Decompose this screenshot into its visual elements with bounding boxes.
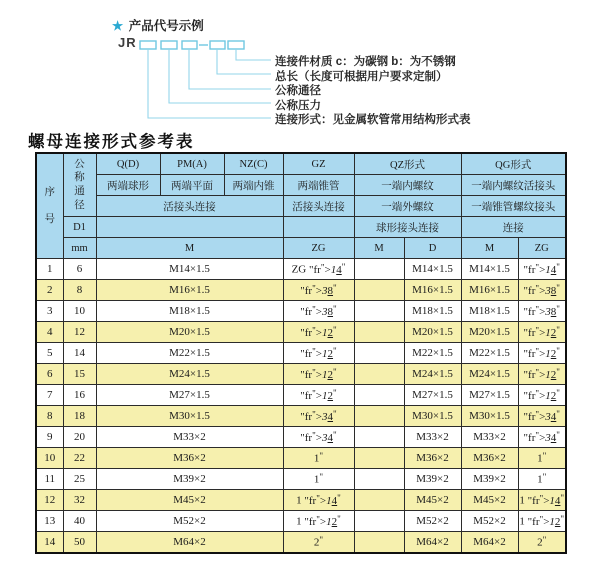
table-body: [36, 259, 566, 554]
table-row: [36, 322, 566, 343]
table-cell: M45×2: [404, 490, 461, 511]
header-row: [36, 196, 566, 217]
table-cell: M16×1.5: [461, 280, 518, 301]
table-cell: 22: [63, 448, 96, 469]
diagram-title-text: 产品代号示例: [128, 19, 204, 33]
table-cell: "fr">38": [518, 301, 566, 322]
table-row: [36, 385, 566, 406]
table-cell: "fr">12": [518, 385, 566, 406]
table-cell: 50: [63, 532, 96, 554]
table-cell: [354, 532, 404, 554]
table-cell: 2": [283, 532, 354, 554]
code-label-connection-form: 连接形式：见金属软管常用结构形式表: [275, 114, 471, 126]
table-cell: [354, 406, 404, 427]
table-cell: "fr">34": [518, 427, 566, 448]
table-cell: 1": [518, 448, 566, 469]
table-cell: [354, 343, 404, 364]
header-cell: ZG: [518, 238, 566, 259]
header-cell: 一端锥管螺纹接头: [461, 196, 566, 217]
table-cell: M52×2: [404, 511, 461, 532]
table-cell: 12: [36, 490, 63, 511]
header-cell: QZ形式: [354, 153, 461, 175]
table-cell: M52×2: [96, 511, 283, 532]
table-cell: M45×2: [461, 490, 518, 511]
table-cell: "fr">34": [283, 406, 354, 427]
header-cell: M: [461, 238, 518, 259]
table-cell: 1": [283, 469, 354, 490]
header-cell: 一端内螺纹活接头: [461, 175, 566, 196]
table-cell: 8: [36, 406, 63, 427]
table-cell: [354, 490, 404, 511]
table-cell: "fr">34": [283, 427, 354, 448]
table-cell: M39×2: [96, 469, 283, 490]
code-label-length: 总长（长度可根据用户要求定制）: [275, 71, 448, 83]
table-cell: 32: [63, 490, 96, 511]
table-cell: 40: [63, 511, 96, 532]
table-cell: 11: [36, 469, 63, 490]
table-cell: M24×1.5: [404, 364, 461, 385]
table-row: [36, 343, 566, 364]
header-cell: 一端内螺纹: [354, 175, 461, 196]
table-cell: 1 "fr">14": [283, 490, 354, 511]
header-cell: [96, 217, 283, 238]
table-cell: 8: [63, 280, 96, 301]
table-cell: M18×1.5: [96, 301, 283, 322]
table-cell: 18: [63, 406, 96, 427]
table-row: [36, 469, 566, 490]
table-cell: "fr">38": [283, 301, 354, 322]
table-cell: M45×2: [96, 490, 283, 511]
table-cell: [354, 322, 404, 343]
table-cell: [354, 448, 404, 469]
diagram-title: [112, 16, 204, 34]
table-cell: 2: [36, 280, 63, 301]
table-cell: M39×2: [461, 469, 518, 490]
table-cell: 1: [36, 259, 63, 280]
table-cell: ZG "fr">14": [283, 259, 354, 280]
header-cell: [283, 217, 354, 238]
table-cell: M30×1.5: [96, 406, 283, 427]
table-cell: M24×1.5: [96, 364, 283, 385]
table-cell: M16×1.5: [404, 280, 461, 301]
table-cell: [354, 301, 404, 322]
table-row: [36, 532, 566, 554]
table-cell: 7: [36, 385, 63, 406]
table-cell: M39×2: [404, 469, 461, 490]
table-cell: [354, 469, 404, 490]
header-cell: 两端锥管: [283, 175, 354, 196]
table-cell: M27×1.5: [404, 385, 461, 406]
table-cell: "fr">12": [283, 364, 354, 385]
nut-connection-reference-table: [35, 152, 567, 554]
table-cell: M33×2: [404, 427, 461, 448]
table-cell: M24×1.5: [461, 364, 518, 385]
star-icon: ★: [112, 19, 124, 33]
table-cell: [354, 280, 404, 301]
header-cell: Q(D): [96, 153, 160, 175]
table-cell: [354, 511, 404, 532]
table-cell: M33×2: [461, 427, 518, 448]
header-cell: mm: [63, 238, 96, 259]
code-label-nominal-diameter: 公称通径: [275, 85, 321, 97]
table-cell: M52×2: [461, 511, 518, 532]
table-cell: "fr">14": [518, 259, 566, 280]
code-label-nominal-pressure: 公称压力: [275, 100, 321, 112]
table-cell: 14: [63, 343, 96, 364]
header-cell: 公 称 通 径: [63, 153, 96, 217]
header-cell: 两端平面: [160, 175, 224, 196]
code-box-4: [210, 41, 225, 49]
table-cell: 1": [518, 469, 566, 490]
table-cell: M36×2: [461, 448, 518, 469]
table-cell: 2": [518, 532, 566, 554]
code-box-5: [228, 41, 244, 49]
header-cell: 一端外螺纹: [354, 196, 461, 217]
table-row: [36, 427, 566, 448]
table-row: [36, 448, 566, 469]
table-cell: 9: [36, 427, 63, 448]
table-cell: M27×1.5: [96, 385, 283, 406]
table-cell: [354, 364, 404, 385]
table-cell: M64×2: [404, 532, 461, 554]
table-header: [36, 153, 566, 259]
header-row: [36, 175, 566, 196]
table-row: [36, 364, 566, 385]
header-cell: D1: [63, 217, 96, 238]
table-cell: "fr">38": [283, 280, 354, 301]
header-cell: QG形式: [461, 153, 566, 175]
table-cell: "fr">12": [283, 385, 354, 406]
table-cell: M22×1.5: [404, 343, 461, 364]
table-cell: M14×1.5: [461, 259, 518, 280]
table-cell: 3: [36, 301, 63, 322]
header-cell: PM(A): [160, 153, 224, 175]
table-cell: M18×1.5: [461, 301, 518, 322]
table-cell: "fr">34": [518, 406, 566, 427]
header-cell: 连接: [461, 217, 566, 238]
table-cell: 13: [36, 511, 63, 532]
table-cell: M30×1.5: [404, 406, 461, 427]
table-cell: 10: [36, 448, 63, 469]
header-cell: 序 号: [36, 153, 63, 259]
table-cell: [354, 259, 404, 280]
table-cell: M18×1.5: [404, 301, 461, 322]
table-cell: 1": [283, 448, 354, 469]
table-cell: M22×1.5: [96, 343, 283, 364]
header-row: [36, 217, 566, 238]
table-cell: 6: [63, 259, 96, 280]
table-cell: M27×1.5: [461, 385, 518, 406]
header-cell: M: [354, 238, 404, 259]
table-cell: M33×2: [96, 427, 283, 448]
table-cell: M20×1.5: [461, 322, 518, 343]
code-box-2: [161, 41, 177, 49]
table-cell: M20×1.5: [404, 322, 461, 343]
table-cell: 12: [63, 322, 96, 343]
table-cell: M36×2: [96, 448, 283, 469]
table-cell: "fr">12": [283, 343, 354, 364]
header-cell: GZ: [283, 153, 354, 175]
product-code-prefix: JR: [118, 35, 137, 50]
code-box-3: [182, 41, 197, 49]
table-cell: M14×1.5: [96, 259, 283, 280]
code-label-material: 连接件材质 c：为碳钢 b：为不锈钢: [275, 56, 456, 68]
header-cell: 球形接头连接: [354, 217, 461, 238]
table-cell: M20×1.5: [96, 322, 283, 343]
table-cell: 1 "fr">12": [283, 511, 354, 532]
table-row: [36, 406, 566, 427]
table-cell: 5: [36, 343, 63, 364]
header-row: [36, 153, 566, 175]
table-row: [36, 301, 566, 322]
table-cell: 15: [63, 364, 96, 385]
table-cell: 20: [63, 427, 96, 448]
table-cell: 10: [63, 301, 96, 322]
table-cell: M64×2: [96, 532, 283, 554]
table-row: [36, 511, 566, 532]
table-cell: 25: [63, 469, 96, 490]
table-row: [36, 280, 566, 301]
header-cell: 活接头连接: [283, 196, 354, 217]
header-row: [36, 238, 566, 259]
table-cell: 6: [36, 364, 63, 385]
header-cell: D: [404, 238, 461, 259]
table-cell: "fr">12": [283, 322, 354, 343]
table-cell: [354, 385, 404, 406]
header-cell: M: [96, 238, 283, 259]
connector-lines: [148, 49, 271, 118]
table-cell: 4: [36, 322, 63, 343]
table-cell: 14: [36, 532, 63, 554]
header-cell: 活接头连接: [96, 196, 283, 217]
code-box-1: [140, 41, 156, 49]
code-boxes: [140, 41, 244, 49]
table-cell: "fr">12": [518, 322, 566, 343]
table-cell: "fr">12": [518, 343, 566, 364]
header-cell: ZG: [283, 238, 354, 259]
table-cell: 16: [63, 385, 96, 406]
table-cell: M16×1.5: [96, 280, 283, 301]
table-cell: "fr">38": [518, 280, 566, 301]
table-row: [36, 259, 566, 280]
header-cell: NZ(C): [224, 153, 283, 175]
table-cell: "fr">12": [518, 364, 566, 385]
table-cell: M22×1.5: [461, 343, 518, 364]
table-cell: 1 "fr">12": [518, 511, 566, 532]
header-cell: 两端内锥: [224, 175, 283, 196]
header-cell: 两端球形: [96, 175, 160, 196]
table-cell: M14×1.5: [404, 259, 461, 280]
table-cell: M64×2: [461, 532, 518, 554]
table-row: [36, 490, 566, 511]
table-title: 螺母连接形式参考表: [28, 132, 195, 151]
table-cell: M30×1.5: [461, 406, 518, 427]
table-cell: [354, 427, 404, 448]
table-cell: 1 "fr">14": [518, 490, 566, 511]
table-cell: M36×2: [404, 448, 461, 469]
